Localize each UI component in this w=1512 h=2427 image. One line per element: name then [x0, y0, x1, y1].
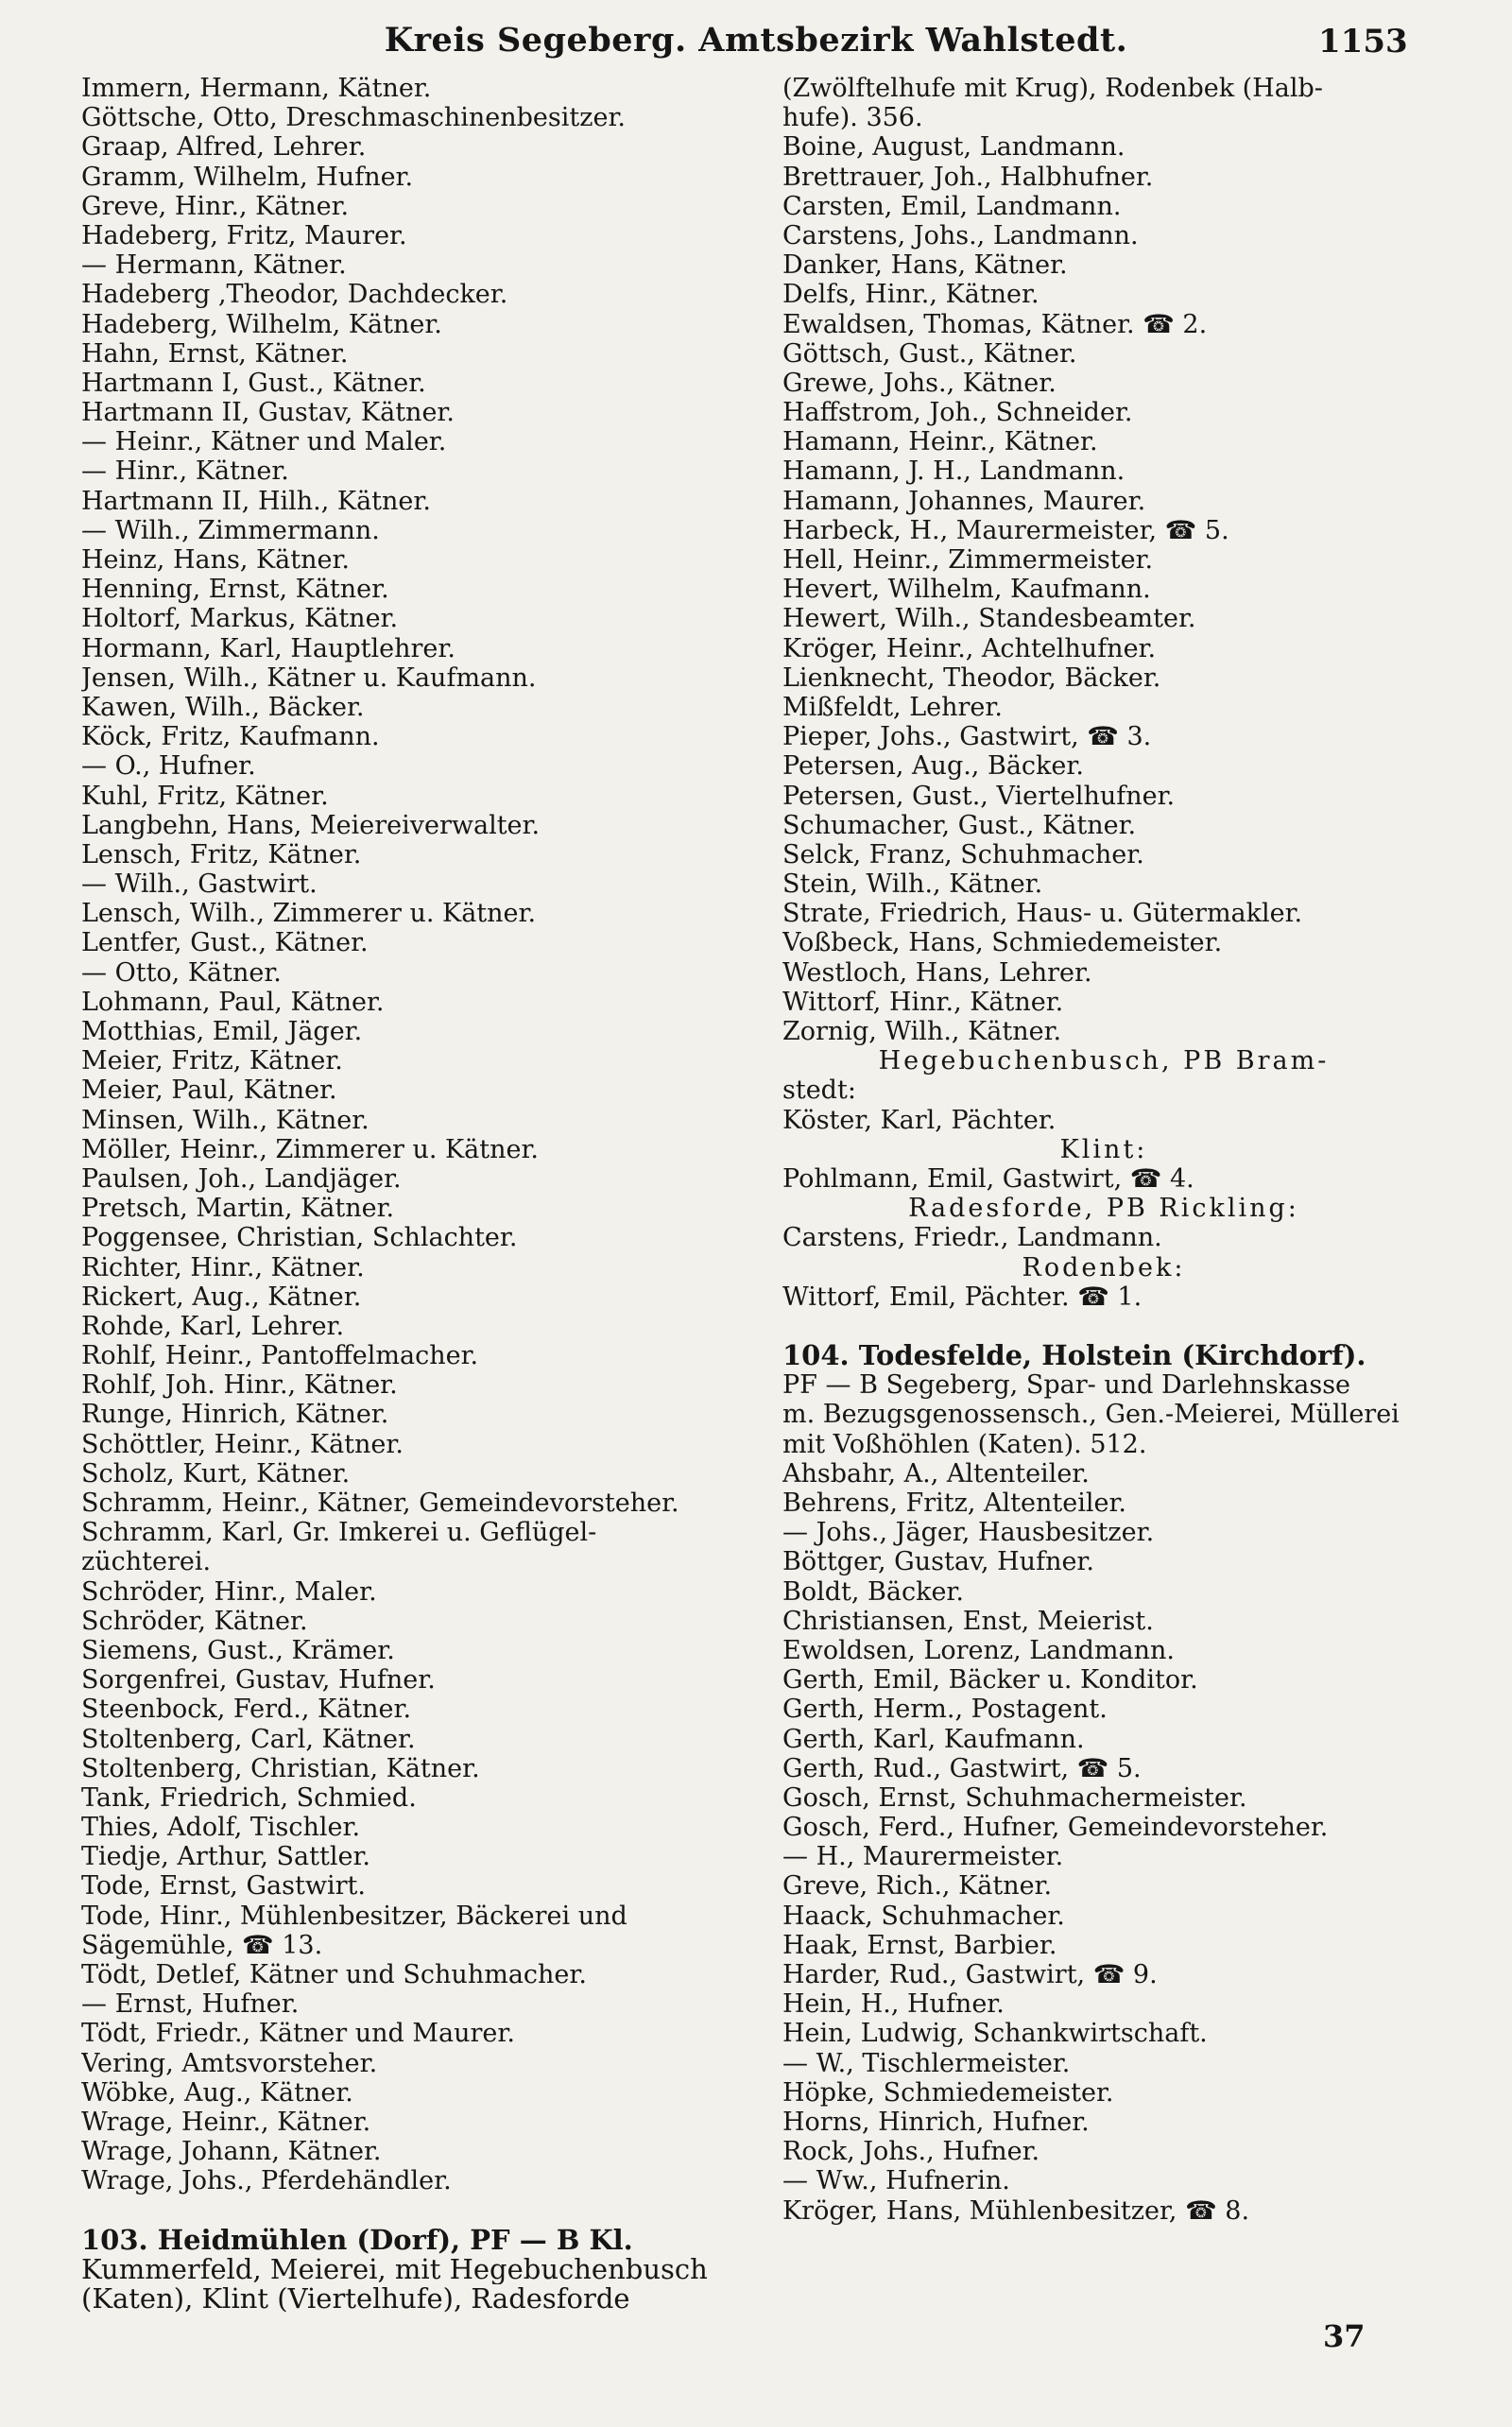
directory-entry: — Ww., Hufnerin.: [782, 2166, 1010, 2196]
directory-entry: Ahsbahr, A., Altenteiler.: [782, 1458, 1090, 1489]
directory-entry: Böttger, Gustav, Hufner.: [782, 1547, 1094, 1577]
directory-entry: Tiedje, Arthur, Sattler.: [81, 1842, 370, 1872]
directory-entry: Wöbke, Aug., Kätner.: [81, 2077, 353, 2108]
directory-entry: (Katen), Klint (Viertelhufe), Radesforde: [81, 2284, 630, 2315]
running-header: Kreis Segeberg. Amtsbezirk Wahlstedt.: [384, 21, 1128, 60]
directory-entry: hufe). 356.: [782, 103, 923, 133]
directory-entry: Greve, Hinr., Kätner.: [81, 191, 350, 221]
directory-entry: Kummerfeld, Meierei, mit Hegebuchenbusch: [81, 2254, 708, 2285]
directory-entry: Poggensee, Christian, Schlachter.: [81, 1223, 518, 1253]
directory-entry: Hadeberg ,Theodor, Dachdecker.: [81, 280, 508, 310]
directory-entry: Stoltenberg, Carl, Kätner.: [81, 1724, 416, 1754]
directory-entry: Hewert, Wilh., Standesbeamter.: [782, 604, 1196, 634]
directory-entry: Pretsch, Martin, Kätner.: [81, 1194, 395, 1224]
directory-entry: Hell, Heinr., Zimmermeister.: [782, 545, 1154, 575]
directory-entry: Kröger, Hans, Mühlenbesitzer, ☎ 8.: [782, 2195, 1250, 2226]
directory-entry: Carsten, Emil, Landmann.: [782, 191, 1122, 221]
directory-entry: Lentfer, Gust., Kätner.: [81, 928, 369, 958]
directory-entry: Lensch, Fritz, Kätner.: [81, 839, 362, 869]
directory-entry: — Wilh., Zimmermann.: [81, 515, 380, 545]
directory-entry: Langbehn, Hans, Meiereiverwalter.: [81, 810, 541, 840]
directory-entry: Christiansen, Enst, Meierist.: [782, 1606, 1154, 1636]
directory-entry: Ewoldsen, Lorenz, Landmann.: [782, 1635, 1175, 1665]
directory-entry: Höpke, Schmiedemeister.: [782, 2077, 1114, 2108]
directory-entry: Möller, Heinr., Zimmerer u. Kätner.: [81, 1134, 540, 1164]
directory-entry: Hartmann I, Gust., Kätner.: [81, 368, 426, 398]
directory-entry: (Zwölftelhufe mit Krug), Rodenbek (Halb-: [782, 74, 1323, 103]
directory-entry: Schramm, Heinr., Kätner, Gemeindevorsteher.: [81, 1489, 679, 1518]
directory-entry: PF — B Segeberg, Spar- und Darlehnskasse: [782, 1370, 1351, 1401]
directory-entry: Gosch, Ferd., Hufner, Gemeindevorsteher.: [782, 1813, 1329, 1843]
directory-entry: Hamann, J. H., Landmann.: [782, 456, 1125, 487]
page-number: 1153: [1318, 23, 1408, 60]
directory-entry: Carstens, Johs., Landmann.: [782, 220, 1139, 250]
directory-entry: Hartmann II, Gustav, Kätner.: [81, 398, 455, 428]
directory-entry: Sorgenfrei, Gustav, Hufner.: [81, 1665, 436, 1695]
directory-entry: Rohde, Karl, Lehrer.: [81, 1311, 345, 1341]
directory-entry: Tode, Hinr., Mühlenbesitzer, Bäckerei und: [81, 1901, 627, 1931]
directory-entry: Hormann, Karl, Hauptlehrer.: [81, 633, 455, 663]
directory-entry: [81, 2196, 743, 2226]
directory-entry: — Heinr., Kätner und Maler.: [81, 427, 447, 457]
right-column: [782, 74, 1425, 2226]
left-column: [81, 74, 743, 2314]
directory-entry: Selck, Franz, Schuhmacher.: [782, 839, 1144, 869]
directory-entry: Graap, Alfred, Lehrer.: [81, 132, 367, 163]
directory-entry: Hartmann II, Hilh., Kätner.: [81, 486, 431, 516]
directory-entry: Hevert, Wilhelm, Kaufmann.: [782, 575, 1151, 605]
directory-entry: Greve, Rich., Kätner.: [782, 1871, 1053, 1902]
directory-entry: Schumacher, Gust., Kätner.: [782, 810, 1137, 840]
directory-entry: Rodenbek:: [1022, 1252, 1186, 1282]
directory-entry: Gerth, Emil, Bäcker u. Konditor.: [782, 1665, 1198, 1695]
directory-entry: Göttsch, Gust., Kätner.: [782, 338, 1077, 369]
directory-entry: Stoltenberg, Christian, Kätner.: [81, 1753, 480, 1783]
directory-entry: Immern, Hermann, Kätner.: [81, 74, 432, 103]
directory-entry: Petersen, Aug., Bäcker.: [782, 751, 1084, 782]
directory-entry: 104. Todesfelde, Holstein (Kirchdorf).: [782, 1341, 1366, 1371]
directory-entry: Horns, Hinrich, Hufner.: [782, 2107, 1090, 2137]
directory-entry: Hadeberg, Fritz, Maurer.: [81, 220, 407, 250]
directory-entry: Tank, Friedrich, Schmied.: [81, 1782, 417, 1813]
directory-entry: Petersen, Gust., Viertelhufner.: [782, 781, 1176, 811]
directory-entry: — Otto, Kätner.: [81, 957, 282, 988]
directory-entry: Mißfeldt, Lehrer.: [782, 692, 1003, 722]
directory-entry: Hein, Ludwig, Schankwirtschaft.: [782, 2019, 1208, 2049]
directory-entry: Meier, Paul, Kätner.: [81, 1076, 337, 1106]
directory-entry: Lensch, Wilh., Zimmerer u. Kätner.: [81, 899, 537, 929]
directory-entry: Wrage, Heinr., Kätner.: [81, 2107, 371, 2137]
directory-entry: Haak, Ernst, Barbier.: [782, 1930, 1057, 1960]
directory-entry: Wrage, Johs., Pferdehändler.: [81, 2166, 452, 2196]
directory-entry: Scholz, Kurt, Kätner.: [81, 1458, 351, 1489]
directory-entry: Siemens, Gust., Krämer.: [81, 1635, 395, 1665]
directory-entry: Wittorf, Emil, Pächter. ☎ 1.: [782, 1282, 1143, 1312]
directory-entry: Motthias, Emil, Jäger.: [81, 1017, 363, 1046]
directory-entry: Zornig, Wilh., Kätner.: [782, 1017, 1062, 1046]
directory-entry: m. Bezugsgenossensch., Gen.-Meierei, Müllerei: [782, 1400, 1400, 1430]
directory-entry: Ewaldsen, Thomas, Kätner. ☎ 2.: [782, 309, 1208, 339]
directory-entry: Delfs, Hinr., Kätner.: [782, 280, 1040, 310]
directory-entry: mit Voßhöhlen (Katen). 512.: [782, 1429, 1147, 1459]
directory-entry: Schröder, Kätner.: [81, 1606, 308, 1636]
directory-entry: Heinz, Hans, Kätner.: [81, 545, 351, 575]
directory-entry: — O., Hufner.: [81, 751, 256, 782]
directory-entry: Gerth, Rud., Gastwirt, ☎ 5.: [782, 1753, 1142, 1783]
directory-entry: Haffstrom, Joh., Schneider.: [782, 398, 1133, 428]
directory-entry: Gosch, Ernst, Schuhmachermeister.: [782, 1782, 1247, 1813]
directory-entry: Haack, Schuhmacher.: [782, 1901, 1065, 1931]
directory-entry: Behrens, Fritz, Altenteiler.: [782, 1489, 1126, 1518]
directory-entry: — Wilh., Gastwirt.: [81, 869, 318, 900]
directory-entry: Tödt, Detlef, Kätner und Schuhmacher.: [81, 1960, 587, 1989]
directory-entry: Hahn, Ernst, Kätner.: [81, 338, 349, 369]
directory-entry: — W., Tischlermeister.: [782, 2048, 1071, 2078]
directory-entry: Radesforde, PB Rickling:: [908, 1194, 1299, 1224]
directory-entry: Kuhl, Fritz, Kätner.: [81, 781, 329, 811]
directory-entry: Westloch, Hans, Lehrer.: [782, 957, 1092, 988]
directory-entry: Gerth, Karl, Kaufmann.: [782, 1724, 1085, 1754]
directory-entry: Minsen, Wilh., Kätner.: [81, 1105, 369, 1135]
directory-entry: Köck, Fritz, Kaufmann.: [81, 722, 380, 752]
directory-entry: Jensen, Wilh., Kätner u. Kaufmann.: [81, 663, 537, 693]
directory-entry: Paulsen, Joh., Landjäger.: [81, 1163, 402, 1194]
directory-entry: — Hermann, Kätner.: [81, 250, 347, 281]
directory-entry: Harder, Rud., Gastwirt, ☎ 9.: [782, 1960, 1158, 1989]
directory-entry: Klint:: [1059, 1134, 1148, 1164]
directory-entry: Schöttler, Heinr., Kätner.: [81, 1429, 404, 1459]
directory-entry: Rickert, Aug., Kätner.: [81, 1282, 362, 1312]
sheet-number: 37: [1323, 2318, 1366, 2354]
directory-entry: Brettrauer, Joh., Halbhufner.: [782, 162, 1154, 192]
directory-entry: Hamann, Heinr., Kätner.: [782, 427, 1098, 457]
directory-entry: Henning, Ernst, Kätner.: [81, 575, 389, 605]
directory-entry: Thies, Adolf, Tischler.: [81, 1813, 361, 1843]
directory-entry: Schramm, Karl, Gr. Imkerei u. Geflügel-: [81, 1518, 597, 1548]
directory-entry: — Johs., Jäger, Hausbesitzer.: [782, 1518, 1155, 1548]
directory-entry: züchterei.: [81, 1547, 212, 1577]
directory-entry: Danker, Hans, Kätner.: [782, 250, 1068, 281]
directory-entry: Wittorf, Hinr., Kätner.: [782, 987, 1064, 1017]
directory-entry: — Hinr., Kätner.: [81, 456, 289, 487]
directory-entry: — H., Maurermeister.: [782, 1842, 1064, 1872]
directory-entry: Carstens, Friedr., Landmann.: [782, 1223, 1162, 1253]
directory-entry: Lienknecht, Theodor, Bäcker.: [782, 663, 1161, 693]
directory-entry: Rohlf, Joh. Hinr., Kätner.: [81, 1370, 398, 1401]
directory-entry: Hadeberg, Wilhelm, Kätner.: [81, 309, 442, 339]
directory-entry: Richter, Hinr., Kätner.: [81, 1252, 365, 1282]
directory-entry: Strate, Friedrich, Haus- u. Gütermakler.: [782, 899, 1303, 929]
directory-entry: Gerth, Herm., Postagent.: [782, 1695, 1108, 1725]
directory-entry: Harbeck, H., Maurermeister, ☎ 5.: [782, 515, 1229, 545]
directory-entry: Voßbeck, Hans, Schmiedemeister.: [782, 928, 1223, 958]
directory-entry: Tödt, Friedr., Kätner und Maurer.: [81, 2019, 515, 2049]
directory-entry: Köster, Karl, Pächter.: [782, 1105, 1057, 1135]
directory-entry: 103. Heidmühlen (Dorf), PF — B Kl.: [81, 2225, 633, 2255]
directory-entry: Wrage, Johann, Kätner.: [81, 2137, 382, 2167]
directory-entry: Hein, H., Hufner.: [782, 1989, 1005, 2020]
directory-entry: Rock, Johs., Hufner.: [782, 2137, 1040, 2167]
directory-entry: Boine, August, Landmann.: [782, 132, 1125, 163]
directory-entry: — Ernst, Hufner.: [81, 1989, 300, 2020]
directory-entry: Kröger, Heinr., Achtelhufner.: [782, 633, 1157, 663]
directory-entry: Kawen, Wilh., Bäcker.: [81, 692, 365, 722]
directory-entry: Vering, Amtsvorsteher.: [81, 2048, 378, 2078]
directory-entry: Runge, Hinrich, Kätner.: [81, 1400, 389, 1430]
directory-entry: Pohlmann, Emil, Gastwirt, ☎ 4.: [782, 1163, 1194, 1194]
directory-entry: Stein, Wilh., Kätner.: [782, 869, 1043, 900]
directory-entry: stedt:: [782, 1076, 856, 1106]
directory-entry: Hamann, Johannes, Maurer.: [782, 486, 1146, 516]
directory-entry: Göttsche, Otto, Dreschmaschinenbesitzer.: [81, 103, 626, 133]
directory-entry: Boldt, Bäcker.: [782, 1576, 964, 1607]
directory-entry: [782, 1312, 1425, 1341]
directory-entry: Meier, Fritz, Kätner.: [81, 1046, 343, 1076]
directory-entry: Gramm, Wilhelm, Hufner.: [81, 162, 414, 192]
directory-entry: Lohmann, Paul, Kätner.: [81, 987, 385, 1017]
directory-entry: Schröder, Hinr., Maler.: [81, 1576, 377, 1607]
directory-entry: Hegebuchenbusch, PB Bram-: [878, 1046, 1330, 1076]
directory-entry: Pieper, Johs., Gastwirt, ☎ 3.: [782, 722, 1152, 752]
directory-entry: Sägemühle, ☎ 13.: [81, 1930, 323, 1960]
directory-entry: Steenbock, Ferd., Kätner.: [81, 1695, 412, 1725]
directory-entry: Tode, Ernst, Gastwirt.: [81, 1871, 366, 1902]
directory-entry: Rohlf, Heinr., Pantoffelmacher.: [81, 1341, 479, 1371]
directory-entry: Grewe, Johs., Kätner.: [782, 368, 1057, 398]
directory-entry: Holtorf, Markus, Kätner.: [81, 604, 399, 634]
